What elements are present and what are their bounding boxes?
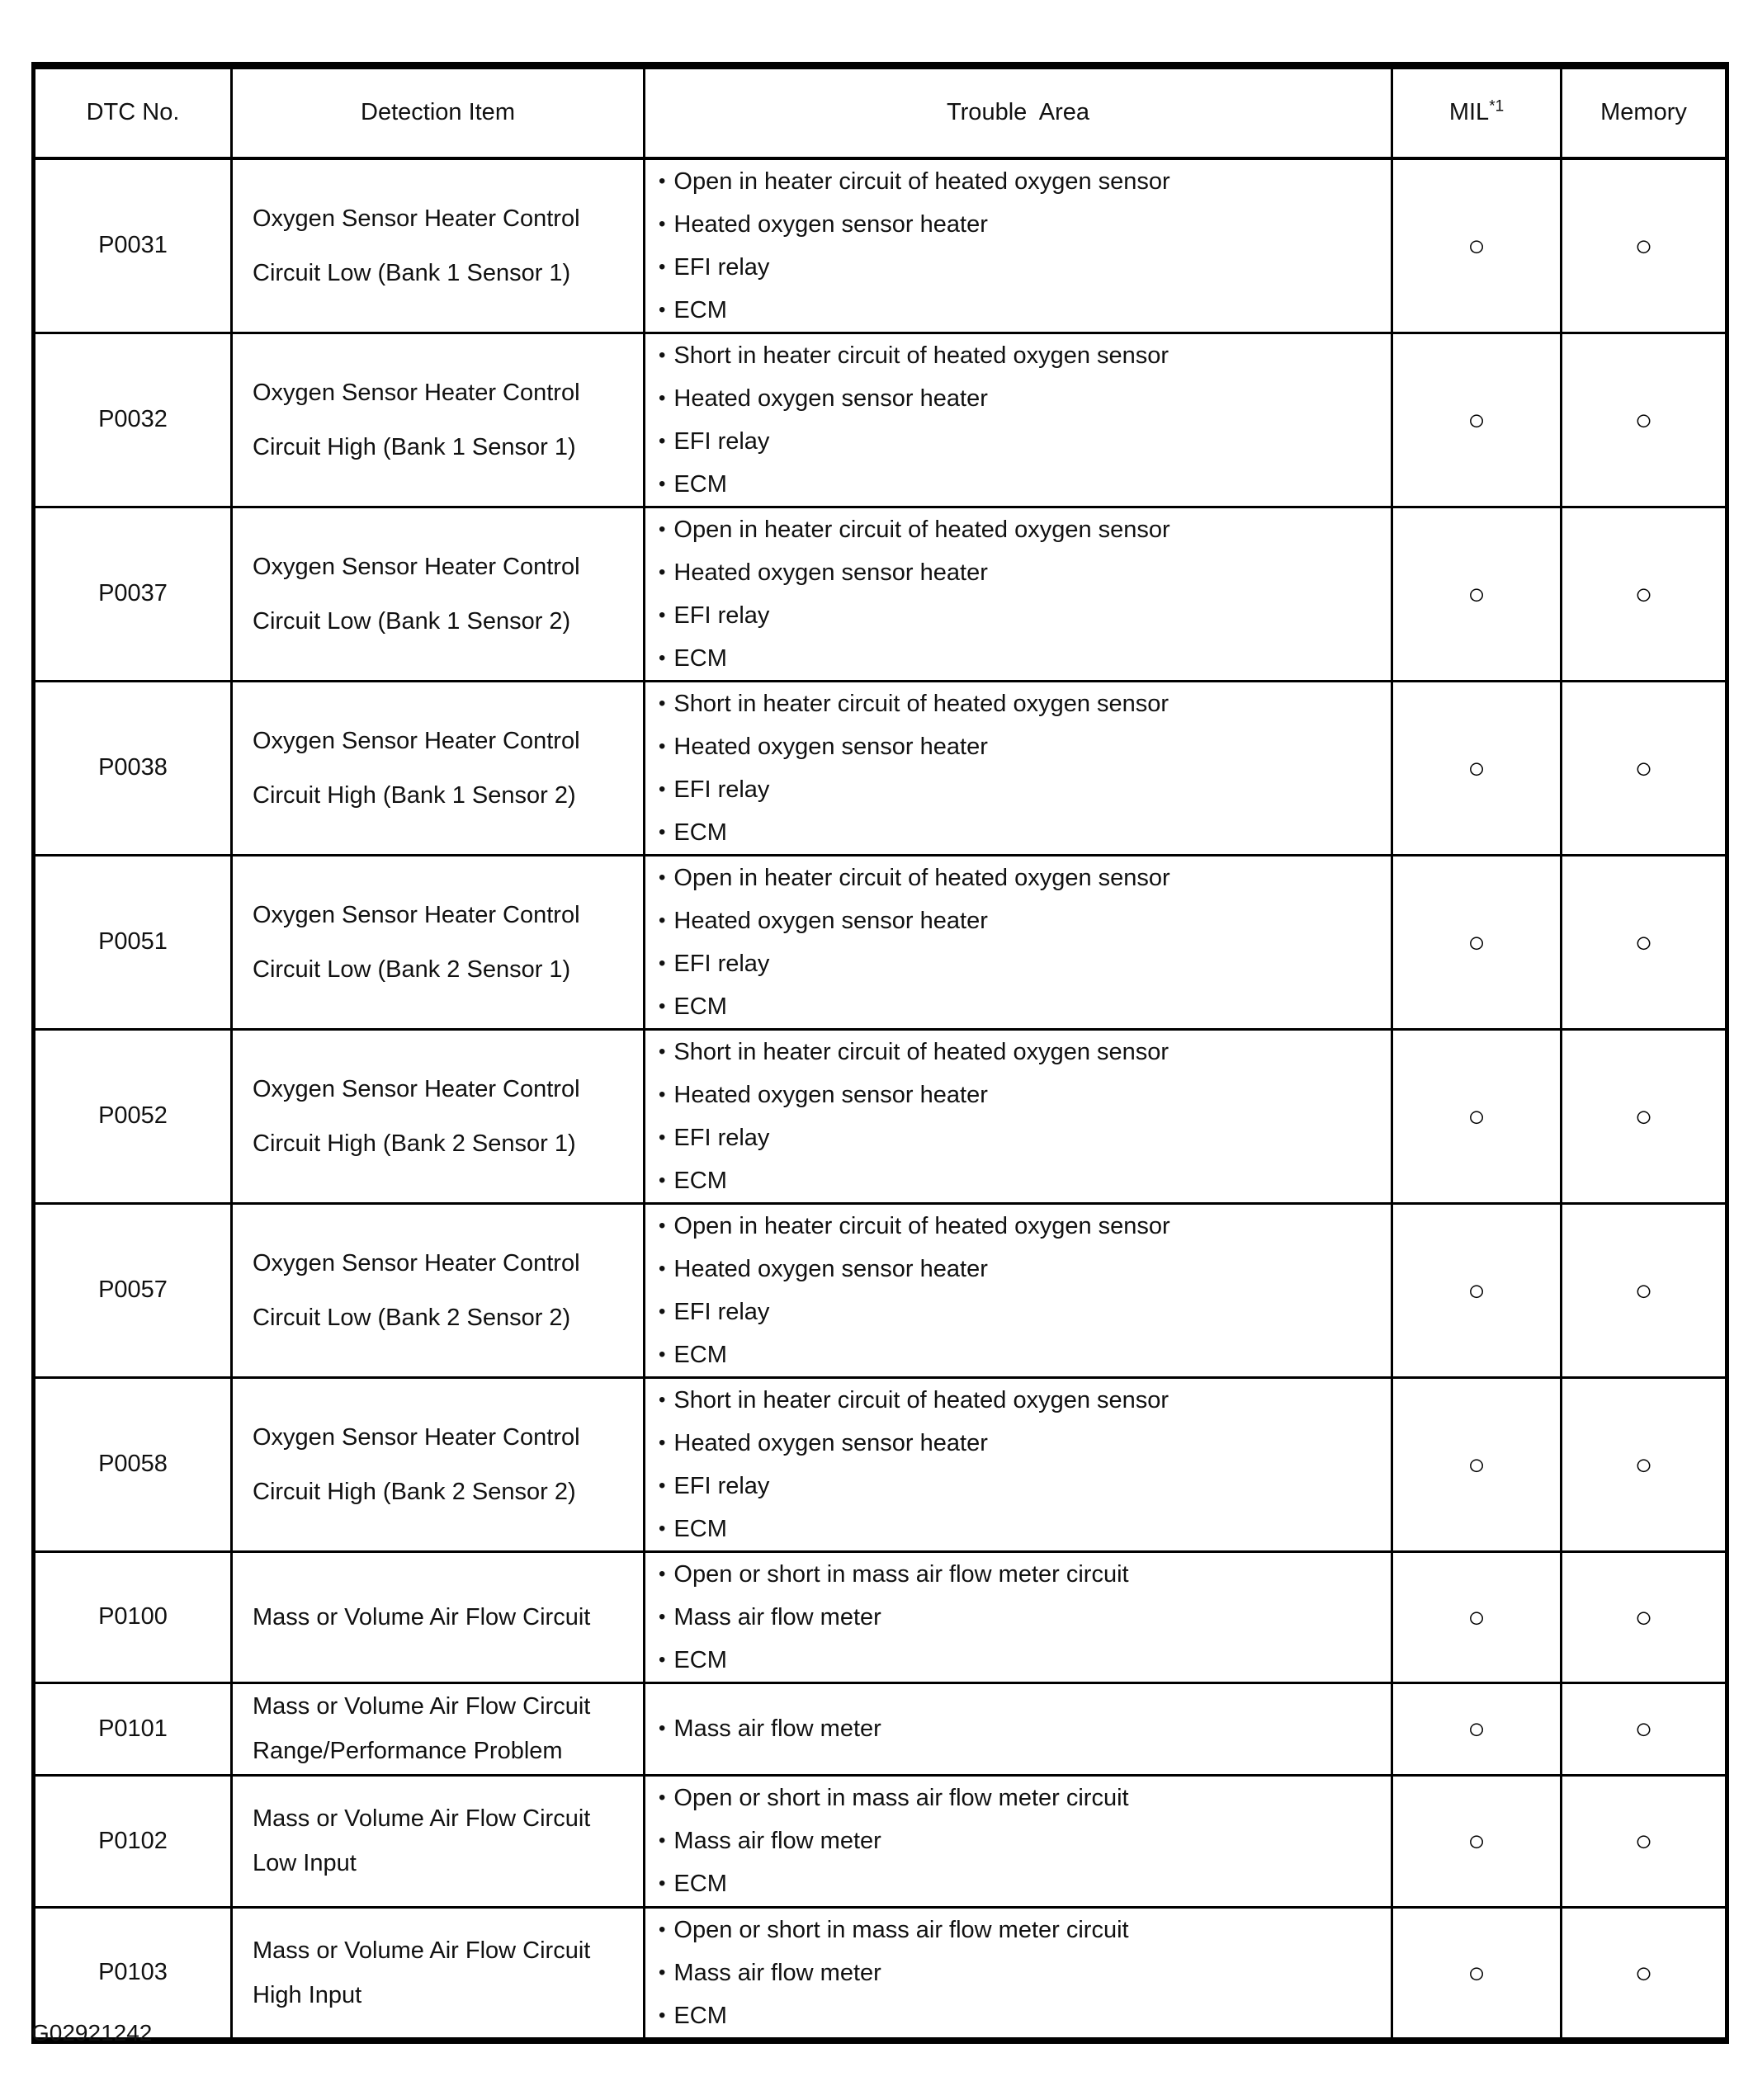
bullet-icon: • [659, 212, 666, 235]
circle-icon: ○ [1634, 1098, 1653, 1133]
bullet-icon: • [659, 691, 666, 715]
trouble-item: • EFI relay [659, 594, 1384, 637]
dtc-code: P0032 [34, 333, 232, 507]
bullet-icon: • [659, 603, 666, 626]
circle-icon: ○ [1634, 576, 1653, 611]
trouble-item: • ECM [659, 1333, 1384, 1376]
trouble-item: • EFI relay [659, 420, 1384, 463]
bullet-icon: • [659, 1343, 666, 1366]
circle-icon: ○ [1467, 750, 1486, 785]
bullet-icon: • [659, 1474, 666, 1497]
trouble-area [645, 1029, 1392, 1203]
detection-item: Oxygen Sensor Heater Control Circuit High (Bank 2 Sensor 2) [232, 1377, 645, 1551]
trouble-item: • Short in heater circuit of heated oxygen sensor [659, 334, 1384, 377]
bullet-icon: • [659, 386, 666, 409]
table-row-p0038 [34, 681, 1727, 855]
trouble-item: • Mass air flow meter [659, 1596, 1384, 1639]
detection-item: Oxygen Sensor Heater Control Circuit Low (Bank 2 Sensor 2) [232, 1203, 645, 1377]
memory-applicable [1562, 1551, 1727, 1682]
bullet-icon: • [659, 1431, 666, 1454]
bullet-icon: • [659, 1961, 666, 1984]
bullet-icon: • [659, 169, 666, 192]
bullet-icon: • [659, 343, 666, 366]
trouble-item: • ECM [659, 1994, 1384, 2037]
trouble-item: • EFI relay [659, 942, 1384, 985]
circle-icon: ○ [1634, 1711, 1653, 1745]
mil-applicable [1392, 1377, 1562, 1551]
bullet-icon: • [659, 1083, 666, 1106]
table-row-p0103 [34, 1907, 1727, 2041]
trouble-item: • Open in heater circuit of heated oxygen sensor [659, 508, 1384, 551]
trouble-area [645, 507, 1392, 681]
bullet-icon: • [659, 994, 666, 1017]
circle-icon: ○ [1634, 1599, 1653, 1634]
trouble-item: • Short in heater circuit of heated oxygen sensor [659, 682, 1384, 725]
table-row-p0037 [34, 507, 1727, 681]
trouble-area [645, 1377, 1392, 1551]
trouble-item: • Open in heater circuit of heated oxygen sensor [659, 160, 1384, 203]
bullet-icon: • [659, 1562, 666, 1585]
mil-applicable [1392, 333, 1562, 507]
trouble-area [645, 855, 1392, 1029]
bullet-icon: • [659, 1648, 666, 1671]
memory-applicable [1562, 1682, 1727, 1775]
dtc-code: P0038 [34, 681, 232, 855]
circle-icon: ○ [1634, 228, 1653, 262]
circle-icon: ○ [1467, 924, 1486, 959]
table-row-p0052 [34, 1029, 1727, 1203]
column-header-mil: MIL$^{*1}$ [1392, 66, 1562, 158]
mil-applicable [1392, 855, 1562, 1029]
circle-icon: ○ [1634, 1446, 1653, 1481]
memory-applicable [1562, 855, 1727, 1029]
trouble-area [645, 333, 1392, 507]
mil-applicable [1392, 1203, 1562, 1377]
mil-applicable [1392, 1907, 1562, 2041]
trouble-item: • EFI relay [659, 768, 1384, 811]
circle-icon: ○ [1467, 1599, 1486, 1634]
dtc-code: P0103 [34, 1907, 232, 2041]
trouble-item: • EFI relay [659, 1116, 1384, 1159]
bullet-icon: • [659, 646, 666, 669]
mil-applicable [1392, 1551, 1562, 1682]
trouble-item: • ECM [659, 463, 1384, 506]
detection-item: Oxygen Sensor Heater Control Circuit Low (Bank 2 Sensor 1) [232, 855, 645, 1029]
trouble-item: • Heated oxygen sensor heater [659, 203, 1384, 246]
column-header-memory: Memory [1562, 66, 1727, 158]
figure-id: G02921242 [31, 2020, 153, 2046]
detection-item: Mass or Volume Air Flow Circuit Low Input [232, 1775, 645, 1907]
circle-icon: ○ [1467, 1446, 1486, 1481]
mil-applicable [1392, 1775, 1562, 1907]
trouble-item: • Mass air flow meter [659, 1951, 1384, 1994]
circle-icon: ○ [1634, 1955, 1653, 1989]
memory-applicable [1562, 1203, 1727, 1377]
mil-footnote-marker: *1 [1489, 97, 1505, 116]
circle-icon: ○ [1634, 402, 1653, 437]
header-row [34, 66, 1727, 158]
trouble-item: • Short in heater circuit of heated oxygen sensor [659, 1031, 1384, 1074]
bullet-icon: • [659, 1517, 666, 1540]
bullet-icon: • [659, 1040, 666, 1063]
bullet-icon: • [659, 1717, 666, 1739]
detection-item: Oxygen Sensor Heater Control Circuit High (Bank 1 Sensor 2) [232, 681, 645, 855]
memory-applicable [1562, 681, 1727, 855]
trouble-item: • ECM [659, 1508, 1384, 1550]
trouble-item: • Open or short in mass air flow meter circuit [659, 1909, 1384, 1951]
dtc-code: P0031 [34, 158, 232, 333]
bullet-icon: • [659, 517, 666, 540]
bullet-icon: • [659, 1786, 666, 1809]
trouble-area [645, 158, 1392, 333]
circle-icon: ○ [1634, 924, 1653, 959]
circle-icon: ○ [1467, 1272, 1486, 1307]
trouble-item: • ECM [659, 289, 1384, 332]
mil-applicable [1392, 1029, 1562, 1203]
circle-icon: ○ [1467, 228, 1486, 262]
detection-item: Oxygen Sensor Heater Control Circuit High (Bank 1 Sensor 1) [232, 333, 645, 507]
mil-applicable [1392, 1682, 1562, 1775]
trouble-area [645, 1775, 1392, 1907]
table-row-p0100 [34, 1551, 1727, 1682]
trouble-item: • Open or short in mass air flow meter circuit [659, 1553, 1384, 1596]
bullet-icon: • [659, 429, 666, 452]
bullet-icon: • [659, 1388, 666, 1411]
trouble-item: • ECM [659, 811, 1384, 854]
trouble-item: • Heated oxygen sensor heater [659, 1074, 1384, 1116]
trouble-area [645, 1682, 1392, 1775]
memory-applicable [1562, 333, 1727, 507]
bullet-icon: • [659, 1168, 666, 1192]
memory-applicable [1562, 1377, 1727, 1551]
bullet-icon: • [659, 1300, 666, 1323]
mil-applicable [1392, 507, 1562, 681]
trouble-item: • ECM [659, 985, 1384, 1028]
bullet-icon: • [659, 1918, 666, 1941]
table-row-p0101 [34, 1682, 1727, 1775]
trouble-item: • EFI relay [659, 1291, 1384, 1333]
circle-icon: ○ [1467, 1824, 1486, 1857]
circle-icon: ○ [1467, 402, 1486, 437]
trouble-area [645, 1907, 1392, 2041]
trouble-item: • Heated oxygen sensor heater [659, 377, 1384, 420]
table-row-p0031 [34, 158, 1727, 333]
dtc-code: P0037 [34, 507, 232, 681]
trouble-item: • EFI relay [659, 246, 1384, 289]
trouble-item: • Heated oxygen sensor heater [659, 725, 1384, 768]
trouble-item: • Short in heater circuit of heated oxygen sensor [659, 1379, 1384, 1422]
trouble-area [645, 1203, 1392, 1377]
trouble-area [645, 681, 1392, 855]
dtc-code: P0102 [34, 1775, 232, 1907]
circle-icon: ○ [1634, 750, 1653, 785]
dtc-code: P0051 [34, 855, 232, 1029]
column-header-dtc-no: DTC No. [34, 66, 232, 158]
dtc-table [31, 62, 1729, 2044]
dtc-code: P0057 [34, 1203, 232, 1377]
trouble-item: • Mass air flow meter [659, 1707, 1384, 1750]
dtc-code: P0100 [34, 1551, 232, 1682]
bullet-icon: • [659, 1605, 666, 1628]
bullet-icon: • [659, 255, 666, 278]
bullet-icon: • [659, 908, 666, 932]
detection-item: Oxygen Sensor Heater Control Circuit High (Bank 2 Sensor 1) [232, 1029, 645, 1203]
bullet-icon: • [659, 472, 666, 495]
detection-item: Mass or Volume Air Flow Circuit High Input [232, 1907, 645, 2041]
table-row-p0051 [34, 855, 1727, 1029]
bullet-icon: • [659, 1257, 666, 1280]
circle-icon: ○ [1467, 576, 1486, 611]
dtc-code: P0101 [34, 1682, 232, 1775]
bullet-icon: • [659, 777, 666, 800]
trouble-item: • Open or short in mass air flow meter circuit [659, 1777, 1384, 1819]
column-header-trouble-area: Trouble Area [645, 66, 1392, 158]
mil-applicable [1392, 681, 1562, 855]
bullet-icon: • [659, 2003, 666, 2027]
trouble-item: • Heated oxygen sensor heater [659, 899, 1384, 942]
trouble-item: • Open in heater circuit of heated oxygen sensor [659, 857, 1384, 899]
trouble-item: • Open in heater circuit of heated oxygen sensor [659, 1205, 1384, 1248]
table-row-p0032 [34, 333, 1727, 507]
memory-applicable [1562, 1907, 1727, 2041]
circle-icon: ○ [1634, 1272, 1653, 1307]
mil-applicable [1392, 158, 1562, 333]
trouble-item: • Heated oxygen sensor heater [659, 551, 1384, 594]
detection-item: Mass or Volume Air Flow Circuit [232, 1551, 645, 1682]
bullet-icon: • [659, 951, 666, 974]
circle-icon: ○ [1467, 1098, 1486, 1133]
circle-icon: ○ [1467, 1955, 1486, 1989]
trouble-item: • ECM [659, 637, 1384, 680]
table-row-p0058 [34, 1377, 1727, 1551]
bullet-icon: • [659, 1214, 666, 1237]
bullet-icon: • [659, 1872, 666, 1895]
detection-item: Oxygen Sensor Heater Control Circuit Low (Bank 1 Sensor 2) [232, 507, 645, 681]
trouble-item: • Heated oxygen sensor heater [659, 1248, 1384, 1291]
memory-applicable [1562, 158, 1727, 333]
bullet-icon: • [659, 298, 666, 321]
detection-item: Oxygen Sensor Heater Control Circuit Low (Bank 1 Sensor 1) [232, 158, 645, 333]
bullet-icon: • [659, 1829, 666, 1852]
bullet-icon: • [659, 866, 666, 889]
column-header-detection-item: Detection Item [232, 66, 645, 158]
memory-applicable [1562, 1775, 1727, 1907]
bullet-icon: • [659, 734, 666, 757]
bullet-icon: • [659, 820, 666, 843]
dtc-table-header [34, 66, 1727, 158]
trouble-item: • Heated oxygen sensor heater [659, 1422, 1384, 1465]
dtc-code: P0052 [34, 1029, 232, 1203]
bullet-icon: • [659, 1126, 666, 1149]
dtc-code: P0058 [34, 1377, 232, 1551]
memory-applicable [1562, 1029, 1727, 1203]
table-row-p0057 [34, 1203, 1727, 1377]
circle-icon: ○ [1634, 1824, 1653, 1857]
bullet-icon: • [659, 560, 666, 583]
trouble-item: • ECM [659, 1159, 1384, 1202]
detection-item: Mass or Volume Air Flow Circuit Range/Performance Problem [232, 1682, 645, 1775]
trouble-area [645, 1551, 1392, 1682]
table-row-p0102 [34, 1775, 1727, 1907]
trouble-item: • ECM [659, 1862, 1384, 1905]
trouble-item: • Mass air flow meter [659, 1819, 1384, 1862]
trouble-item: • ECM [659, 1639, 1384, 1682]
trouble-item: • EFI relay [659, 1465, 1384, 1508]
circle-icon: ○ [1467, 1711, 1486, 1745]
memory-applicable [1562, 507, 1727, 681]
